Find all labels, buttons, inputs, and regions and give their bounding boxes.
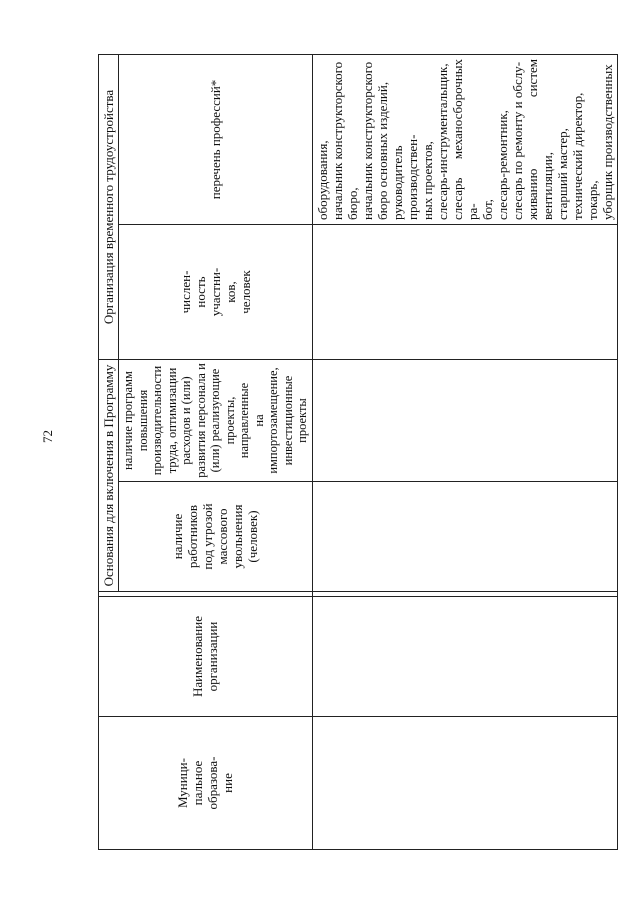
profession-line: оборудования, — [314, 140, 330, 220]
cell-participants-count — [312, 225, 617, 360]
profession-line: начальник конструкторского — [359, 61, 375, 220]
header-organization-name: Наименование организации — [99, 597, 313, 717]
header-narrow-column — [99, 592, 313, 597]
profession-line: бюро, — [344, 187, 360, 220]
header-participants-count: числен- ность участни- ков, человек — [119, 225, 313, 360]
header-professions-list: перечень профессий* — [119, 54, 313, 224]
profession-line: слесарь механосборочных ра- — [449, 58, 480, 220]
profession-line: старший мастер, — [554, 128, 570, 220]
profession-line: уборщик производственных — [599, 64, 615, 220]
profession-line: живанию систем вентиляции, — [524, 58, 555, 220]
page-number: 72 — [40, 430, 55, 443]
cell-municipality — [312, 717, 617, 850]
cell-programs — [312, 360, 617, 482]
header-programs: наличие программ повышения производительности труда, оптимизации расходов и (или) развития персонала и (или) реализующие проекты, направленные на импортозамещение, инвестиционные проекты — [119, 360, 313, 482]
header-workers-threat: наличие работников под угрозой массового увольнения (человек) — [119, 482, 313, 592]
profession-line: технический директор, — [569, 92, 585, 220]
header-basis-group: Основания для включения в Программу — [99, 360, 119, 592]
rotated-table-container — [98, 55, 615, 850]
profession-line: бюро основных изделий, — [374, 81, 390, 220]
header-municipality: Муници- пальное образова- ние — [99, 717, 313, 850]
cell-narrow-column — [312, 592, 617, 597]
profession-line: бот, — [479, 199, 495, 220]
programs-table — [98, 54, 618, 850]
profession-line: слесарь-ремонтник, — [494, 110, 510, 220]
cell-organization-name — [312, 597, 617, 717]
cell-professions-list — [312, 54, 617, 224]
header-temp-employment-group: Организация временного трудоустройства — [99, 54, 119, 359]
profession-line: токарь, — [584, 180, 600, 220]
profession-line: слесарь по ремонту и обслу- — [509, 61, 525, 220]
profession-line: руководитель производствен- — [389, 134, 420, 220]
profession-line: начальник конструкторского — [329, 61, 345, 220]
profession-line: слесарь-инструментальщик, — [434, 63, 450, 220]
cell-workers-threat — [312, 482, 617, 592]
profession-line: ных проектов, — [419, 141, 435, 220]
